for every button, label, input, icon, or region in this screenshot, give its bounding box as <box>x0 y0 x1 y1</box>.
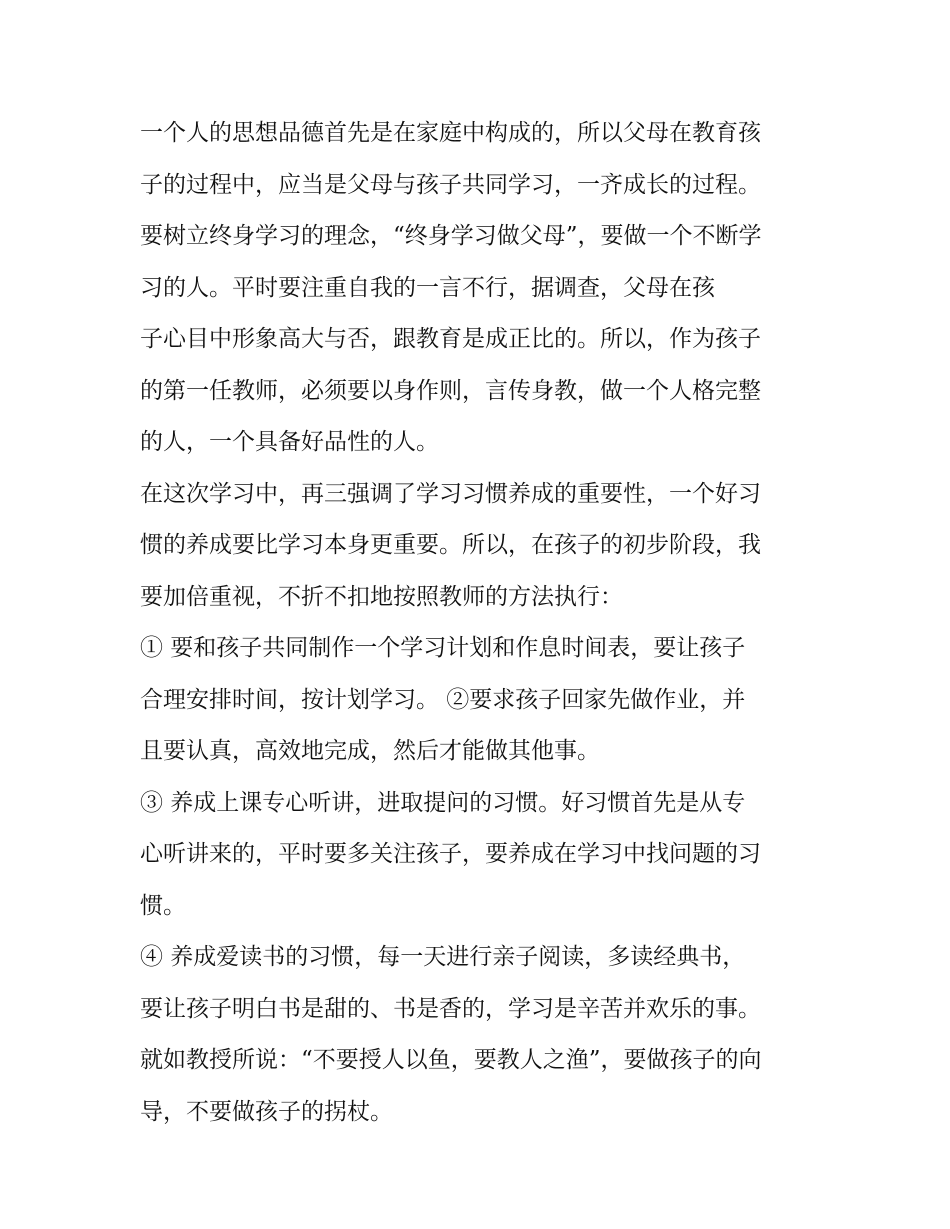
text-line: 一个人的思想品德首先是在家庭中构成的，所以父母在教育孩 <box>140 120 761 146</box>
text-line: 要加倍重视，不折不扣地按照教师的方法执行： <box>140 583 623 610</box>
text-line: 合理安排时间，按计划学习。 ②要求孩子回家先做作业，并 <box>140 686 746 713</box>
text-line: ① 要和孩子共同制作一个学习计划和作息时间表，要让孩子 <box>140 635 746 661</box>
text-line: 就如教授所说：“不要授人以鱼，要教人之渔”，要做孩子的向 <box>140 1047 762 1073</box>
text-line: 子心目中形象高大与否，跟教育是成正比的。所以，作为孩子 <box>140 326 761 352</box>
text-line: 在这次学习中，再三强调了学习习惯养成的重要性，一个好习 <box>140 480 761 507</box>
text-line: 子的过程中，应当是父母与孩子共同学习，一齐成长的过程。 <box>140 171 761 198</box>
text-line: 惯的养成要比学习本身更重要。所以，在孩子的初步阶段，我 <box>140 532 761 558</box>
text-line: ④ 养成爱读书的习惯，每一天进行亲子阅读，多读经典书， <box>140 944 746 970</box>
text-line: 的第一任教师，必须要以身作则，言传身教，做一个人格完整 <box>140 377 761 404</box>
body-text <box>140 108 820 1138</box>
text-line: 惯。 <box>140 892 186 919</box>
text-line: 要树立终身学习的理念，“终身学习做父母”，要做一个不断学 <box>140 223 762 249</box>
text-line: 导，不要做孩子的拐杖。 <box>140 1098 393 1125</box>
text-line: 心听讲来的，平时要多关注孩子，要养成在学习中找问题的习 <box>140 841 761 867</box>
text-line: 的人，一个具备好品性的人。 <box>140 429 439 455</box>
text-line: 习的人。平时要注重自我的一言不行，据调查，父母在孩 <box>140 274 715 301</box>
text-line: 要让孩子明白书是甜的、书是香的，学习是辛苦并欢乐的事。 <box>140 995 761 1022</box>
text-line: 且要认真，高效地完成，然后才能做其他事。 <box>140 738 600 764</box>
text-line: ③ 养成上课专心听讲，进取提问的习惯。好习惯首先是从专 <box>140 789 746 816</box>
